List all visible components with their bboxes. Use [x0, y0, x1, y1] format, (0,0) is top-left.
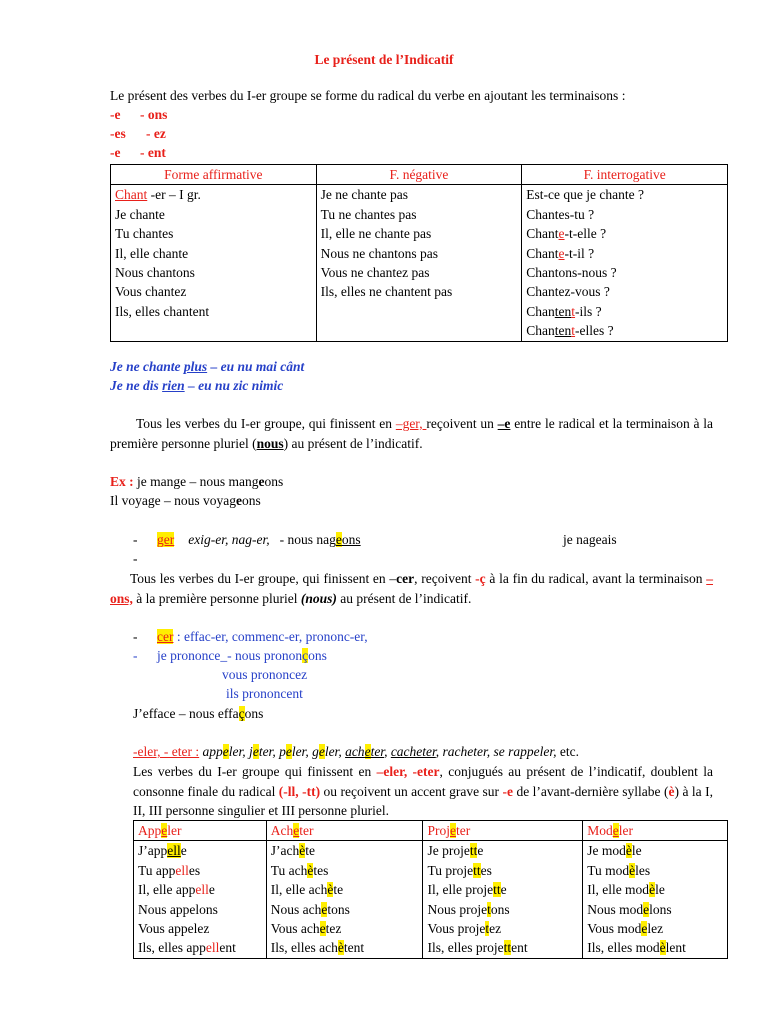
text: Les verbes du I-er groupe qui finissent en: [133, 764, 377, 779]
affirm-row: Vous chantez: [115, 284, 187, 300]
text: -t-elle ?: [564, 226, 607, 242]
conj-row: Nous appelons: [138, 901, 218, 917]
negation-example: [110, 357, 304, 376]
cedilla-letter: ç: [238, 706, 245, 721]
cer-line: [157, 627, 368, 646]
conj-row: Tu achètes: [270, 862, 329, 878]
conj-row: Nous modelons: [587, 901, 672, 917]
table-header: Modeler: [583, 821, 728, 841]
cer-rule-paragraph: [110, 569, 713, 608]
text: ) à la I, II, III personne singulier et III personne pluriel.: [133, 783, 713, 818]
keyword: rien: [162, 378, 185, 393]
conj-row: Je projette: [427, 843, 484, 859]
ending: - ent: [140, 145, 166, 160]
text: - nous nag: [279, 532, 336, 547]
table-header: Forme affirmative: [111, 165, 317, 185]
ending: -es: [110, 126, 126, 141]
inserted-letter: e: [235, 493, 242, 508]
inserted-letter: e: [335, 532, 342, 547]
pronoun: nous: [256, 435, 284, 451]
conj-row: Vous achetez: [270, 921, 342, 937]
conjugation-table-chanter: [110, 164, 728, 342]
verb-group: -er – I gr.: [147, 187, 201, 203]
table-header: Acheter: [266, 821, 423, 841]
ending: -e: [110, 145, 121, 160]
inserted-letter: t: [571, 303, 576, 319]
negative-column: [316, 185, 522, 341]
verb-stem: Chant: [115, 187, 148, 203]
text: je mange – nous mang: [133, 474, 259, 489]
page-title: Le présent de l’Indicatif: [314, 52, 454, 67]
verb: appeler,: [199, 744, 250, 759]
neg-row: Il, elle ne chante pas: [320, 226, 432, 242]
conj-row: Il, elle appelle: [138, 882, 215, 898]
text: - nous pronon: [227, 648, 303, 663]
ending-row: [110, 105, 167, 124]
ending: - ez: [146, 126, 166, 141]
affirm-row: Nous chantons: [115, 265, 195, 281]
eler-rule-paragraph: [133, 762, 713, 821]
text: ou reçoivent un accent grave sur: [320, 783, 503, 799]
text: reçoivent un: [426, 416, 498, 431]
conj-row: Tu appelles: [138, 862, 201, 878]
conj-row: Ils, elles projettent: [427, 940, 528, 956]
affirm-row: Tu chantes: [115, 226, 174, 242]
text: de l’avant-dernière syllabe (: [512, 783, 669, 799]
cer-example: vous prononcez: [222, 667, 308, 682]
text: Chant: [526, 245, 559, 261]
ger-line: [157, 530, 361, 549]
text: Je ne chante: [110, 359, 184, 374]
bullet-dash: -: [133, 551, 138, 566]
text: ) au présent de l’indicatif.: [283, 435, 423, 451]
intro-text: Le présent des verbes du I-er groupe se forme du radical du verbe en ajoutant les terminaisons :: [110, 88, 626, 103]
conj-row: Nous achetons: [270, 901, 350, 917]
bullet-dash: -: [133, 532, 138, 547]
underlined-text: ten: [554, 303, 572, 319]
ending: -e: [110, 107, 121, 122]
inserted-letter: e: [258, 474, 265, 489]
conj-row: Nous projetons: [427, 901, 510, 917]
verb: peler,: [279, 744, 313, 759]
table-header: Projeter: [423, 821, 583, 841]
text: – eu nu mai cânt: [207, 359, 305, 374]
conj-row: Il, elle achète: [270, 882, 344, 898]
suffix: cer: [396, 571, 415, 586]
conj-row: Ils, elles modèlent: [587, 940, 686, 956]
neg-row: Je ne chante pas: [320, 187, 408, 203]
interrog-row: Chantes-tu ?: [526, 206, 595, 222]
text: Chant: [526, 226, 559, 242]
conj-row: Ils, elles appellent: [138, 940, 236, 956]
text: ons: [244, 706, 264, 721]
text: ons: [264, 474, 284, 489]
conj-row: Ils, elles achètent: [270, 940, 365, 956]
example-label: Ex :: [110, 474, 134, 489]
interrog-row: [526, 244, 723, 263]
affirm-row: Il, elle chante: [115, 245, 189, 261]
inserted-letter: e: [558, 245, 565, 261]
text: _: [220, 648, 228, 663]
example-line: [110, 491, 261, 510]
conj-row: J’appelle: [138, 843, 187, 859]
verb: acheter: [345, 744, 385, 759]
inserted-letter: e: [558, 226, 565, 242]
verb: jeter,: [249, 744, 280, 759]
suffix: cer: [157, 629, 174, 644]
verb: geler,: [312, 744, 346, 759]
text: -elles ?: [575, 323, 614, 339]
text: à la fin du radical, avant la terminaison: [485, 571, 707, 586]
conj-row: J’achète: [270, 843, 316, 859]
neg-row: Ils, elles ne chantent pas: [320, 284, 453, 300]
conj-row: Je modèle: [587, 843, 642, 859]
interrogative-column: [522, 185, 728, 341]
example-line: [110, 472, 283, 491]
ending-row: [110, 143, 166, 162]
conj-row: Il, elle modèle: [587, 882, 665, 898]
text: à la première personne pluriel: [132, 590, 301, 606]
cedilla-letter: ç: [302, 648, 309, 663]
suffix-label: -eler, - eter :: [133, 744, 200, 759]
text: au présent de l’indicatif.: [336, 590, 472, 606]
interrog-row: [526, 321, 723, 340]
text: Chan: [526, 303, 555, 319]
affirm-row: Je chante: [115, 206, 165, 222]
imperfect-example: je nageais: [563, 532, 617, 547]
text: ons: [241, 493, 261, 508]
suffix: –ger,: [395, 416, 427, 431]
ending-row: [110, 124, 166, 143]
text: J’efface – nous effa: [133, 706, 239, 721]
neg-row: Nous ne chantons pas: [320, 245, 439, 261]
table-header: F. négative: [316, 165, 522, 185]
conj-row: Vous appelez: [138, 921, 210, 937]
bullet-dash: -: [133, 648, 138, 663]
conj-row: Il, elle projette: [427, 882, 507, 898]
neg-row: Vous ne chantez pas: [320, 265, 430, 281]
interrog-row: [526, 302, 723, 321]
interrog-row: [526, 224, 723, 243]
modeler-column: [583, 841, 728, 958]
conj-row: Vous modelez: [587, 921, 664, 937]
eler-verb-list: [133, 742, 579, 761]
affirmative-column: [111, 185, 317, 341]
text: Je ne dis: [110, 378, 163, 393]
doubled-consonants: (-ll, -tt): [278, 783, 321, 799]
text: ,: [384, 744, 391, 759]
keyword: plus: [183, 359, 208, 374]
verb-list: exig-er, nag-er,: [188, 532, 270, 547]
text: -ils ?: [575, 303, 602, 319]
text: je prononce: [157, 648, 221, 663]
text: ons: [341, 532, 361, 547]
conj-row: Tu modèles: [587, 862, 651, 878]
accent-letter: è: [668, 783, 675, 799]
pronoun: (nous): [300, 590, 337, 606]
letter: -e: [502, 783, 513, 799]
verb: cacheter: [390, 744, 436, 759]
text: Tous les verbes du I-er groupe, qui finissent en –: [130, 571, 397, 586]
conj-row: Vous projetez: [427, 921, 502, 937]
cer-example: [133, 704, 263, 723]
text: , conjugués au présent de l’indicatif, doublent la consonne finale du radical: [133, 764, 714, 799]
text: entre le radical et la terminaison à la première personne pluriel (: [110, 416, 713, 451]
suffix: –eler, -eter: [376, 764, 440, 779]
bullet-dash: -: [133, 629, 138, 644]
text: – eu nu zic nimic: [184, 378, 284, 393]
appeler-column: [134, 841, 267, 958]
text: -t-il ?: [564, 245, 595, 261]
verb-infinitive: [115, 185, 312, 204]
text: ons: [308, 648, 327, 663]
cer-example: ils prononcent: [226, 686, 303, 701]
text: Chan: [526, 323, 555, 339]
verb-list: , racheter, se rappeler,: [435, 744, 557, 759]
interrog-row: Chantons-nous ?: [526, 265, 617, 281]
text: etc.: [556, 744, 580, 759]
table-header: Appeler: [134, 821, 267, 841]
cer-example: [157, 646, 327, 665]
text: Tous les verbes du I-er groupe, qui finissent en: [136, 416, 396, 431]
ending: –ons,: [110, 571, 713, 606]
acheter-column: [266, 841, 423, 958]
conj-row: Tu projettes: [427, 862, 492, 878]
inserted-letter: –e: [497, 416, 511, 431]
affirm-row: Ils, elles chantent: [115, 303, 210, 319]
projeter-column: [423, 841, 583, 958]
conjugation-table-eler-eter: [133, 820, 728, 959]
interrog-row: Est-ce que je chante ?: [526, 187, 644, 203]
text: , reçoivent: [414, 571, 476, 586]
neg-row: Tu ne chantes pas: [320, 206, 417, 222]
suffix: ger: [157, 532, 175, 547]
ending: - ons: [140, 107, 168, 122]
ger-rule-paragraph: [110, 414, 713, 453]
text: Il voyage – nous voyag: [110, 493, 236, 508]
interrog-row: Chantez-vous ?: [526, 284, 610, 300]
underlined-text: ten: [554, 323, 572, 339]
cedilla-letter: -ç: [475, 571, 486, 586]
verb-list: : effac-er, commenc-er, prononc-er,: [173, 629, 368, 644]
inserted-letter: t: [571, 323, 576, 339]
negation-example: [110, 376, 283, 395]
table-header: F. interrogative: [522, 165, 728, 185]
